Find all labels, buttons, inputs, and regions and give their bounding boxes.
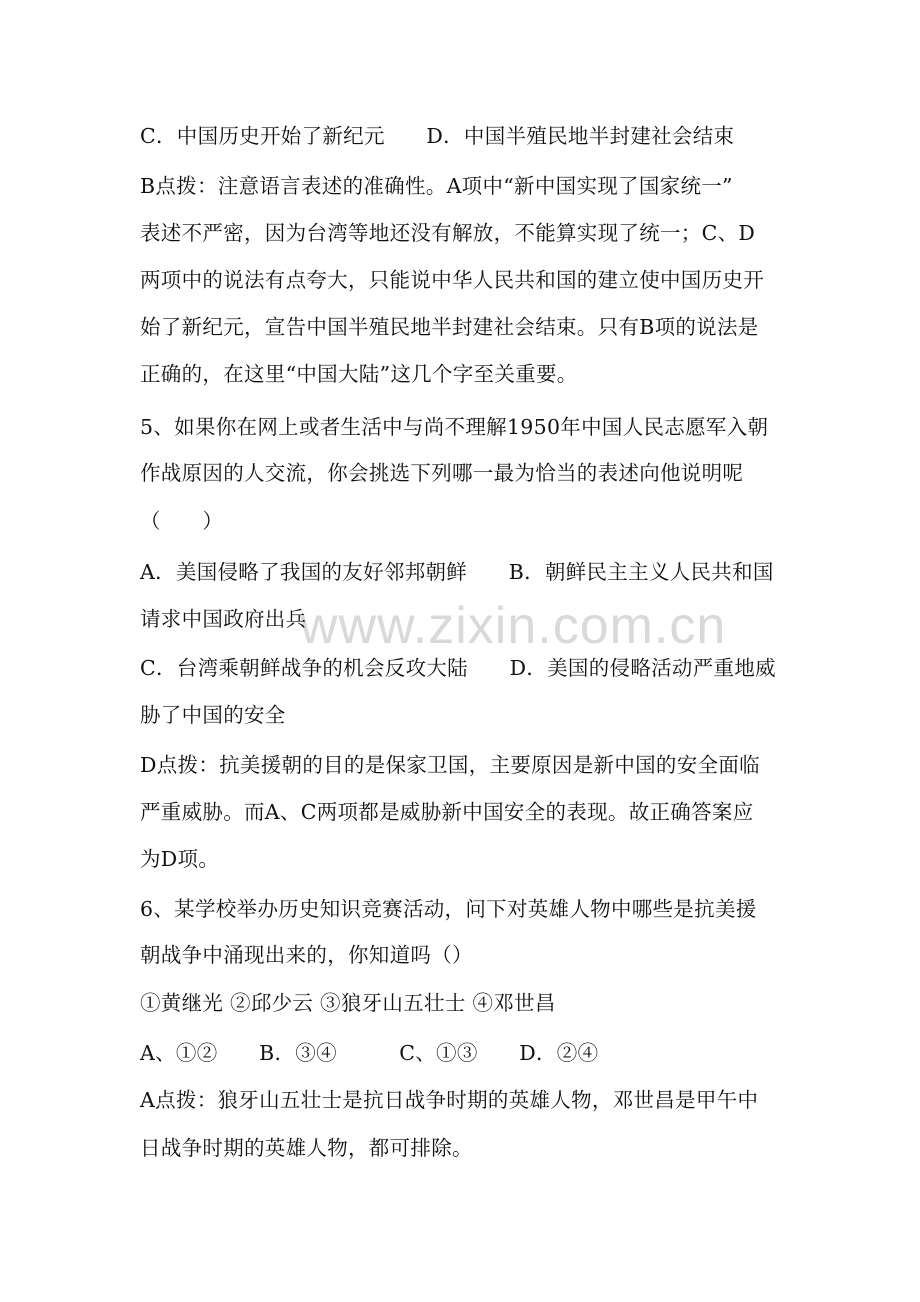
explanation-line: 为D项。: [140, 847, 220, 871]
text-line: C．中国历史开始了新纪元 D．中国半殖民地半封建社会结束: [140, 124, 735, 148]
text-line: B点拨：注意语言表述的准确性。A项中“新中国实现了国家统一”: [140, 174, 733, 198]
watermark-text: www.zixin.com.cn: [300, 597, 727, 655]
text-line: 朝战争中涌现出来的，你知道吗（）: [140, 943, 473, 967]
text-line: 始了新纪元，宣告中国半殖民地半封建社会结束。只有B项的说法是: [140, 315, 759, 339]
option-line: 请求中国政府出兵: [140, 607, 307, 631]
question-5-line: 5、如果你在网上或者生活中与尚不理解1950年中国人民志愿军入朝: [140, 415, 769, 439]
hero-list: ①黄继光 ②邱少云 ③狼牙山五壮士 ④邓世昌: [140, 991, 556, 1015]
explanation-line: D点拨：抗美援朝的目的是保家卫国，主要原因是新中国的安全面临: [140, 753, 760, 777]
text-line: 表述不严密，因为台湾等地还没有解放，不能算实现了统一；C、D: [140, 221, 756, 245]
text-line: 两项中的说法有点夸大，只能说中华人民共和国的建立使中国历史开: [140, 268, 764, 292]
explanation-line: A点拨：狼牙山五壮士是抗日战争时期的英雄人物，邓世昌是甲午中: [140, 1088, 759, 1112]
text-line: 作战原因的人交流，你会挑选下列哪一最为恰当的表述向他说明呢: [140, 461, 744, 485]
option-line: A、①② B．③④ C、①③ D．②④: [140, 1041, 599, 1065]
option-line: 胁了中国的安全: [140, 703, 286, 727]
explanation-line: 严重威胁。而A、C两项都是威胁新中国安全的表现。故正确答案应: [140, 800, 754, 824]
option-line: C．台湾乘朝鲜战争的机会反攻大陆 D．美国的侵略活动严重地威: [140, 656, 776, 680]
text-line: 正确的，在这里“中国大陆”这几个字至关重要。: [140, 362, 578, 386]
explanation-line: 日战争时期的英雄人物，都可排除。: [140, 1136, 473, 1160]
question-6-line: 6、某学校举办历史知识竞赛活动，问下对英雄人物中哪些是抗美援: [140, 897, 757, 921]
option-line: A．美国侵略了我国的友好邻邦朝鲜 B．朝鲜民主主义人民共和国: [140, 560, 774, 584]
answer-bracket: （ ）: [140, 509, 224, 533]
